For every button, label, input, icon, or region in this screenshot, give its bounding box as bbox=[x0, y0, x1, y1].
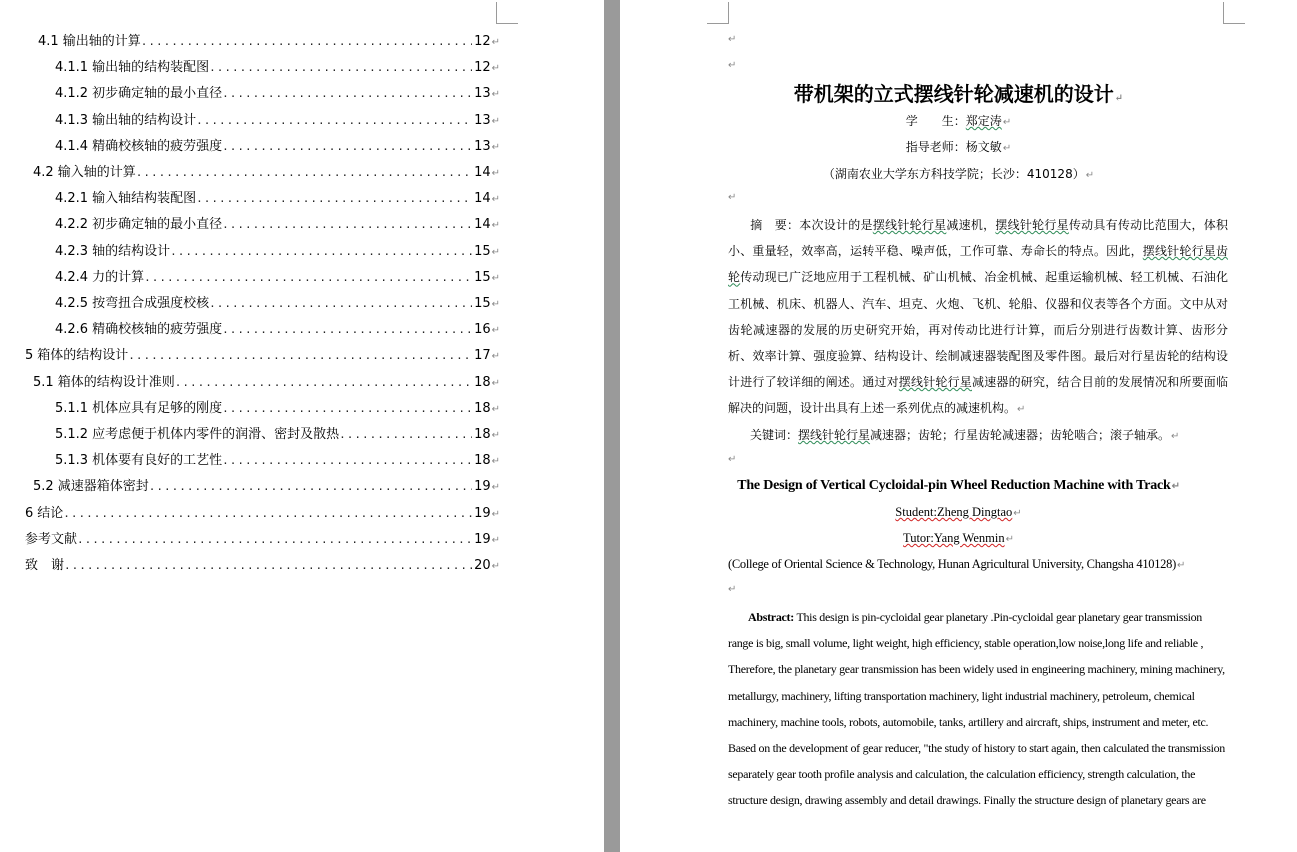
paragraph-mark: ↵ bbox=[491, 37, 500, 48]
paragraph-mark: ↵ bbox=[491, 534, 500, 546]
student-line: 学 生：郑定涛↵ bbox=[905, 114, 1012, 128]
toc-title: 结论 bbox=[37, 505, 64, 521]
paragraph-mark: ↵ bbox=[728, 34, 737, 45]
affiliation-en: (College of Oriental Science & Technology, Hunan Agricultural University, Changsha 410128)↵ bbox=[728, 557, 1186, 571]
toc-entry[interactable] bbox=[55, 108, 500, 134]
toc-title: 机体应具有足够的刚度 bbox=[92, 400, 223, 416]
toc-page-number: 13 bbox=[474, 86, 491, 102]
toc-number: 4.2.2 bbox=[55, 217, 89, 233]
toc-leader bbox=[222, 81, 472, 107]
paragraph-mark: ↵ bbox=[491, 351, 500, 363]
toc-title: 初步确定轴的最小直径 bbox=[92, 217, 223, 233]
toc-entry[interactable] bbox=[25, 527, 500, 553]
toc-leader bbox=[209, 291, 472, 317]
toc-title: 致 谢 bbox=[25, 558, 65, 573]
paragraph-mark: ↵ bbox=[491, 325, 500, 337]
toc-page-number: 19 bbox=[474, 479, 491, 495]
paragraph-mark: ↵ bbox=[491, 220, 500, 232]
student-en: Student:Zheng Dingtao↵ bbox=[895, 505, 1022, 519]
toc-title: 应考虑便于机体内零件的润滑、密封及散热 bbox=[92, 427, 340, 442]
toc-page-number: 15 bbox=[474, 269, 491, 285]
toc-number: 4.2.6 bbox=[55, 322, 89, 338]
toc-title: 参考文献 bbox=[25, 531, 78, 547]
paragraph-mark: ↵ bbox=[491, 194, 500, 206]
toc-title: 初步确定轴的最小直径 bbox=[92, 86, 223, 102]
toc-leader bbox=[128, 343, 472, 369]
toc-title: 输出轴的结构设计 bbox=[92, 112, 197, 128]
paragraph-mark: ↵ bbox=[491, 403, 500, 415]
keywords-cn: 关键词：摆线针轮行星减速器；齿轮；行星齿轮减速器；齿轮啮合；滚子轴承。↵ bbox=[750, 428, 1180, 442]
abstract-label: 摘 要： bbox=[750, 218, 800, 232]
toc-title: 轴的结构设计 bbox=[92, 243, 171, 259]
toc-page-number: 14 bbox=[474, 165, 491, 180]
toc-leader bbox=[170, 239, 472, 265]
toc-leader bbox=[175, 370, 472, 396]
toc-entry[interactable] bbox=[25, 501, 500, 527]
toc-page-number: 17 bbox=[474, 348, 491, 364]
abstract-en: Abstract: This design is pin-cycloidal gear planetary .Pin-cycloidal gear planetary gear transmission range is big, small volume, light weight, high efficiency, stable operation,low noise,long life and reliable , Therefore, the planetary gear transmission has been widely used in engineering machinery, mining machinery, metallurgy, machinery, lifting transportation machinery, light industrial machinery, petroleum, chemical machinery, machine tools, robots, automobile, tanks, artillery and aircraft, ships, instrument and meter, etc. Based on the development of gear reducer, "the study of history to start again, then calculated the transmission separately gear tooth profile analysis and calculation, the calculation efficiency, strength calculation, the structure design, drawing assembly and detail drawings. Finally the structure design of planetary gears are bbox=[728, 610, 1225, 808]
toc-entry[interactable] bbox=[25, 553, 500, 579]
toc-entry[interactable] bbox=[55, 317, 500, 343]
toc-leader bbox=[196, 108, 472, 134]
toc-title: 力的计算 bbox=[92, 269, 145, 285]
toc-leader bbox=[144, 265, 472, 291]
paragraph-mark: ↵ bbox=[491, 63, 500, 75]
toc-number: 6 bbox=[25, 505, 34, 521]
toc-number: 4.1.1 bbox=[55, 60, 89, 76]
toc-page-number: 14 bbox=[474, 191, 491, 207]
toc-page-number: 18 bbox=[474, 427, 491, 442]
toc-page-number: 13 bbox=[474, 138, 491, 154]
toc-entry[interactable] bbox=[25, 343, 500, 369]
toc-number: 4.2.4 bbox=[55, 269, 89, 285]
toc-page-number: 15 bbox=[474, 243, 491, 259]
toc-leader bbox=[196, 186, 472, 212]
toc-leader bbox=[63, 501, 472, 527]
toc-number: 4.1.4 bbox=[55, 138, 89, 154]
toc-title: 减速器箱体密封 bbox=[57, 479, 149, 495]
toc-entry[interactable] bbox=[55, 186, 500, 212]
toc-leader bbox=[222, 317, 472, 343]
toc-entry[interactable] bbox=[55, 55, 500, 81]
toc-number: 5.1.2 bbox=[55, 427, 89, 442]
toc-entry[interactable] bbox=[38, 29, 500, 55]
toc-number: 4.1 bbox=[38, 34, 59, 49]
paragraph-mark: ↵ bbox=[491, 272, 500, 284]
toc-number: 5.1.3 bbox=[55, 453, 89, 469]
abstract-en-label: Abstract: bbox=[748, 610, 794, 624]
paper-title-cn: 带机架的立式摆线针轮减速机的设计↵ bbox=[793, 82, 1124, 106]
toc-number: 5.2 bbox=[33, 479, 54, 495]
paragraph-mark: ↵ bbox=[491, 115, 500, 127]
toc-page-number: 20 bbox=[474, 558, 491, 573]
paragraph-mark: ↵ bbox=[728, 584, 737, 595]
toc-leader bbox=[64, 553, 472, 579]
paragraph-mark: ↵ bbox=[728, 454, 737, 465]
toc-number: 5.1 bbox=[33, 374, 54, 390]
toc-page-number: 13 bbox=[474, 112, 491, 128]
toc-number: 5 bbox=[25, 348, 34, 364]
toc-entry[interactable] bbox=[55, 81, 500, 107]
page-corner-marker bbox=[496, 2, 518, 24]
toc-entry[interactable] bbox=[33, 370, 500, 396]
paragraph-mark: ↵ bbox=[491, 482, 500, 494]
paragraph-mark: ↵ bbox=[491, 508, 500, 520]
toc-page-number: 12 bbox=[474, 34, 491, 49]
toc-title: 精确校核轴的疲劳强度 bbox=[92, 322, 223, 338]
toc-entry[interactable] bbox=[55, 291, 500, 317]
toc-leader bbox=[77, 527, 472, 553]
toc-title: 精确校核轴的疲劳强度 bbox=[92, 138, 223, 154]
paragraph-mark: ↵ bbox=[491, 246, 500, 258]
paragraph-mark: ↵ bbox=[491, 456, 500, 468]
toc-page-number: 18 bbox=[474, 453, 491, 469]
toc-page-number: 18 bbox=[474, 400, 491, 416]
toc-number: 5.1.1 bbox=[55, 400, 89, 416]
paragraph-mark: ↵ bbox=[491, 561, 500, 572]
page-corner-marker bbox=[1223, 2, 1245, 24]
toc-entry[interactable] bbox=[55, 239, 500, 265]
toc-page-number: 16 bbox=[474, 322, 491, 338]
toc-title: 输出轴的计算 bbox=[62, 34, 141, 49]
affiliation-cn: （湖南农业大学东方科技学院；长沙：410128）↵ bbox=[822, 167, 1095, 181]
toc-entry[interactable] bbox=[55, 265, 500, 291]
paragraph-mark: ↵ bbox=[491, 299, 500, 310]
toc-leader bbox=[222, 448, 472, 474]
toc-number: 4.2.3 bbox=[55, 243, 89, 259]
toc-number: 4.2.1 bbox=[55, 191, 89, 207]
tutor-en: Tutor:Yang Wenmin↵ bbox=[903, 531, 1014, 545]
toc-page-number: 12 bbox=[474, 60, 491, 76]
paper-title-en: The Design of Vertical Cycloidal-pin Wheel Reduction Machine with Track↵ bbox=[737, 478, 1180, 493]
toc-leader bbox=[339, 422, 472, 448]
toc-entry[interactable] bbox=[33, 160, 500, 186]
toc-title: 输出轴的结构装配图 bbox=[92, 60, 210, 76]
toc-leader bbox=[141, 29, 472, 55]
toc-leader bbox=[222, 396, 472, 422]
paragraph-mark: ↵ bbox=[491, 141, 500, 153]
toc-leader bbox=[149, 474, 472, 500]
toc-number: 4.2 bbox=[33, 165, 54, 180]
toc-page-number: 19 bbox=[474, 505, 491, 521]
right-page bbox=[620, 0, 1297, 852]
toc-page-number: 15 bbox=[474, 296, 491, 311]
toc-title: 按弯扭合成强度校核 bbox=[92, 296, 210, 311]
paragraph-mark: ↵ bbox=[728, 192, 737, 203]
toc-entry[interactable] bbox=[55, 448, 500, 474]
abstract-cn: 摘 要：本次设计的是摆线针轮行星减速机，摆线针轮行星传动具有传动比范围大，体积小、重量轻，效率高，运转平稳、噪声低，工作可靠、寿命长的特点。因此，摆线针轮行星齿轮传动现已广泛地应用于工程机械、矿山机械、冶金机械、起重运输机械、轻工机械、石油化工机械、机床、机器人、汽车、坦克、火炮、飞机、轮船、仪器和仪表等各个方面。文中从对齿轮减速器的发展的历史研究开始，再对传动比进行计算，而后分别进行齿数计算、齿形分析、效率计算、强度验算、结构设计、绘制减速器装配图及零件图。最后对行星齿轮的结构设计进行了较详细的阐述。通过对摆线针轮行星减速器的研究，结合目前的发展情况和所要面临解决的问题，设计出具有上述一系列优点的减速机构。↵ bbox=[728, 218, 1228, 416]
paragraph-mark: ↵ bbox=[491, 377, 500, 389]
toc-number: 4.1.2 bbox=[55, 86, 89, 102]
toc-entry[interactable] bbox=[55, 422, 500, 448]
toc-leader bbox=[136, 160, 472, 186]
toc-title: 箱体的结构设计 bbox=[37, 348, 129, 364]
toc-leader bbox=[222, 212, 472, 238]
toc-page-number: 19 bbox=[474, 531, 491, 547]
paragraph-mark: ↵ bbox=[491, 89, 500, 101]
paragraph-mark: ↵ bbox=[491, 168, 500, 179]
toc-page-number: 18 bbox=[474, 374, 491, 390]
toc-page-number: 14 bbox=[474, 217, 491, 233]
toc-title: 输入轴结构装配图 bbox=[92, 191, 197, 207]
page-corner-marker bbox=[707, 2, 729, 24]
toc-title: 箱体的结构设计准则 bbox=[57, 374, 175, 390]
paragraph-mark: ↵ bbox=[728, 60, 737, 71]
toc-title: 输入轴的计算 bbox=[57, 165, 136, 180]
toc-title: 机体要有良好的工艺性 bbox=[92, 453, 223, 469]
left-page bbox=[0, 0, 604, 852]
toc-number: 4.2.5 bbox=[55, 296, 89, 311]
toc-entry[interactable] bbox=[33, 474, 500, 500]
toc-entry[interactable] bbox=[55, 396, 500, 422]
toc-leader bbox=[209, 55, 472, 81]
page-gutter bbox=[604, 0, 620, 852]
toc-number: 4.1.3 bbox=[55, 112, 89, 128]
toc-entry[interactable] bbox=[55, 134, 500, 160]
advisor-line: 指导老师：杨文敏↵ bbox=[905, 140, 1012, 154]
toc-entry[interactable] bbox=[55, 212, 500, 238]
toc-leader bbox=[222, 134, 472, 160]
paragraph-mark: ↵ bbox=[491, 430, 500, 441]
